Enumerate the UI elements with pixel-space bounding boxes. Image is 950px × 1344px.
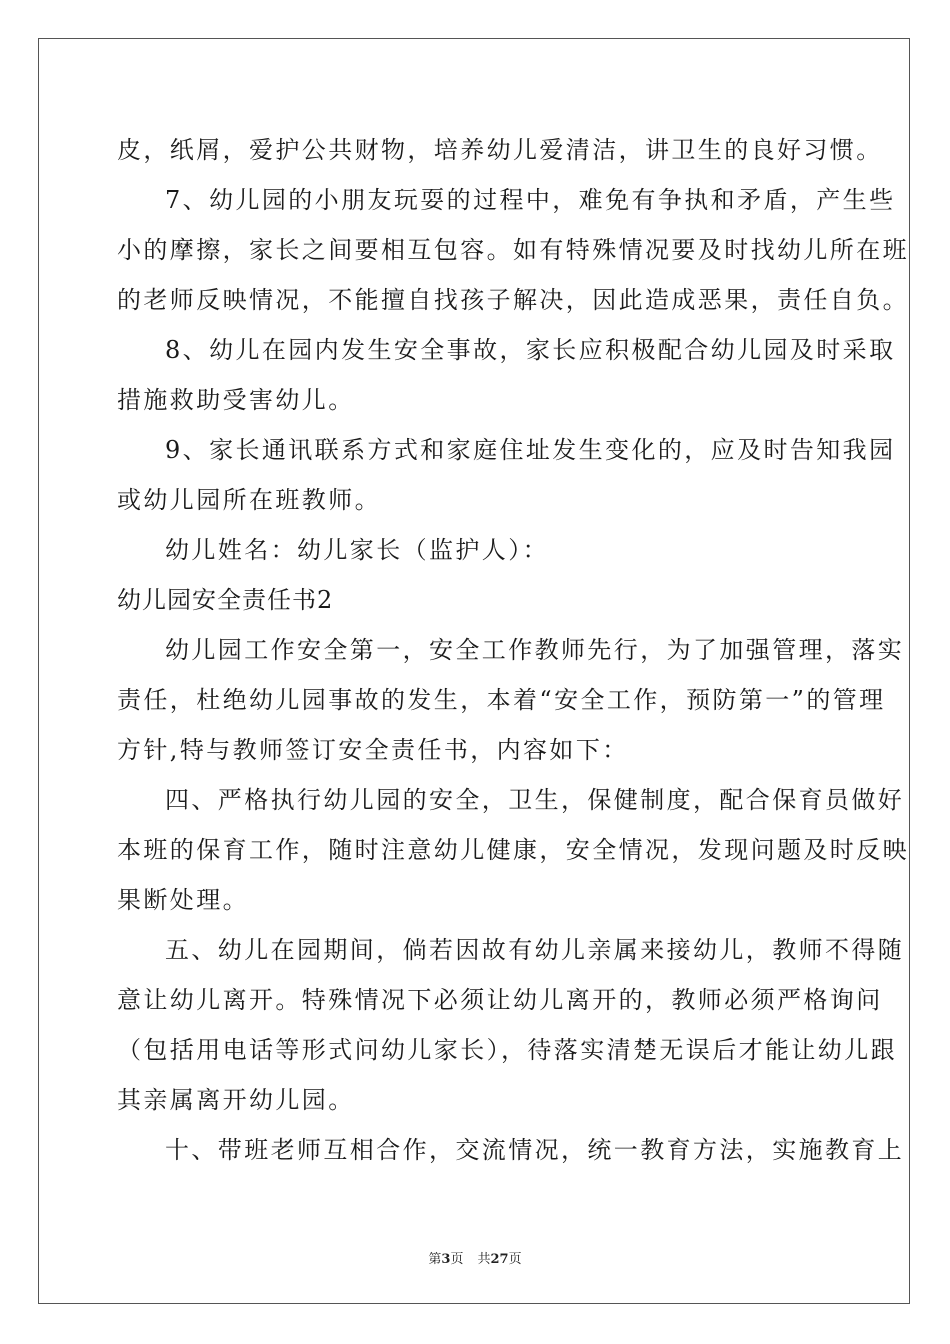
- text-line-6: 措施救助受害幼儿。: [117, 386, 355, 414]
- text-line-21: 十、带班老师互相合作，交流情况，统一教育方法，实施教育上: [165, 1136, 905, 1164]
- text-line-18: 意让幼儿离开。特殊情况下必须让幼儿离开的，教师必须严格询问: [117, 986, 883, 1014]
- page-suffix: 页: [450, 1252, 464, 1267]
- text-line-15: 本班的保育工作，随时注意幼儿健康，安全情况，发现问题及时反映: [117, 836, 909, 864]
- total-pages: 27: [490, 1252, 509, 1267]
- text-line-4: 的老师反映情况，不能擅自找孩子解决，因此造成恶果，责任自负。: [117, 286, 909, 314]
- text-line-11: 幼儿园工作安全第一，安全工作教师先行，为了加强管理，落实: [165, 636, 905, 664]
- section-heading: 幼儿园安全责任书2: [117, 586, 334, 614]
- text-line-20: 其亲属离开幼儿园。: [117, 1086, 355, 1114]
- text-line-16: 果断处理。: [117, 886, 249, 914]
- text-line-1: 皮，纸屑，爱护公共财物，培养幼儿爱清洁，讲卫生的良好习惯。: [117, 136, 883, 164]
- text-line-19: （包括用电话等形式问幼儿家长），待落实清楚无误后才能让幼儿跟: [117, 1036, 897, 1064]
- text-line-9: 幼儿姓名：幼儿家长（监护人）：: [165, 536, 549, 564]
- text-line-7: 9、家长通讯联系方式和家庭住址发生变化的，应及时告知我园: [165, 436, 896, 464]
- page-number: 3: [441, 1252, 451, 1267]
- page-footer: [0, 1248, 950, 1267]
- text-line-13: 方针,特与教师签订安全责任书，内容如下：: [117, 736, 629, 764]
- text-line-17: 五、幼儿在园期间，倘若因故有幼儿亲属来接幼儿，教师不得随: [165, 936, 905, 964]
- text-line-2: 7、幼儿园的小朋友玩耍的过程中，难免有争执和矛盾，产生些: [165, 186, 896, 214]
- text-line-8: 或幼儿园所在班教师。: [117, 486, 381, 514]
- total-prefix: 共: [477, 1252, 491, 1267]
- text-line-3: 小的摩擦，家长之间要相互包容。如有特殊情况要及时找幼儿所在班: [117, 236, 909, 264]
- total-suffix: 页: [508, 1252, 522, 1267]
- page-border: [38, 38, 910, 1304]
- text-line-5: 8、幼儿在园内发生安全事故，家长应积极配合幼儿园及时采取: [165, 336, 896, 364]
- page-prefix: 第: [428, 1252, 442, 1267]
- text-line-12: 责任，杜绝幼儿园事故的发生，本着“安全工作，预防第一”的管理: [117, 686, 886, 714]
- text-line-14: 四、严格执行幼儿园的安全，卫生，保健制度，配合保育员做好: [165, 786, 905, 814]
